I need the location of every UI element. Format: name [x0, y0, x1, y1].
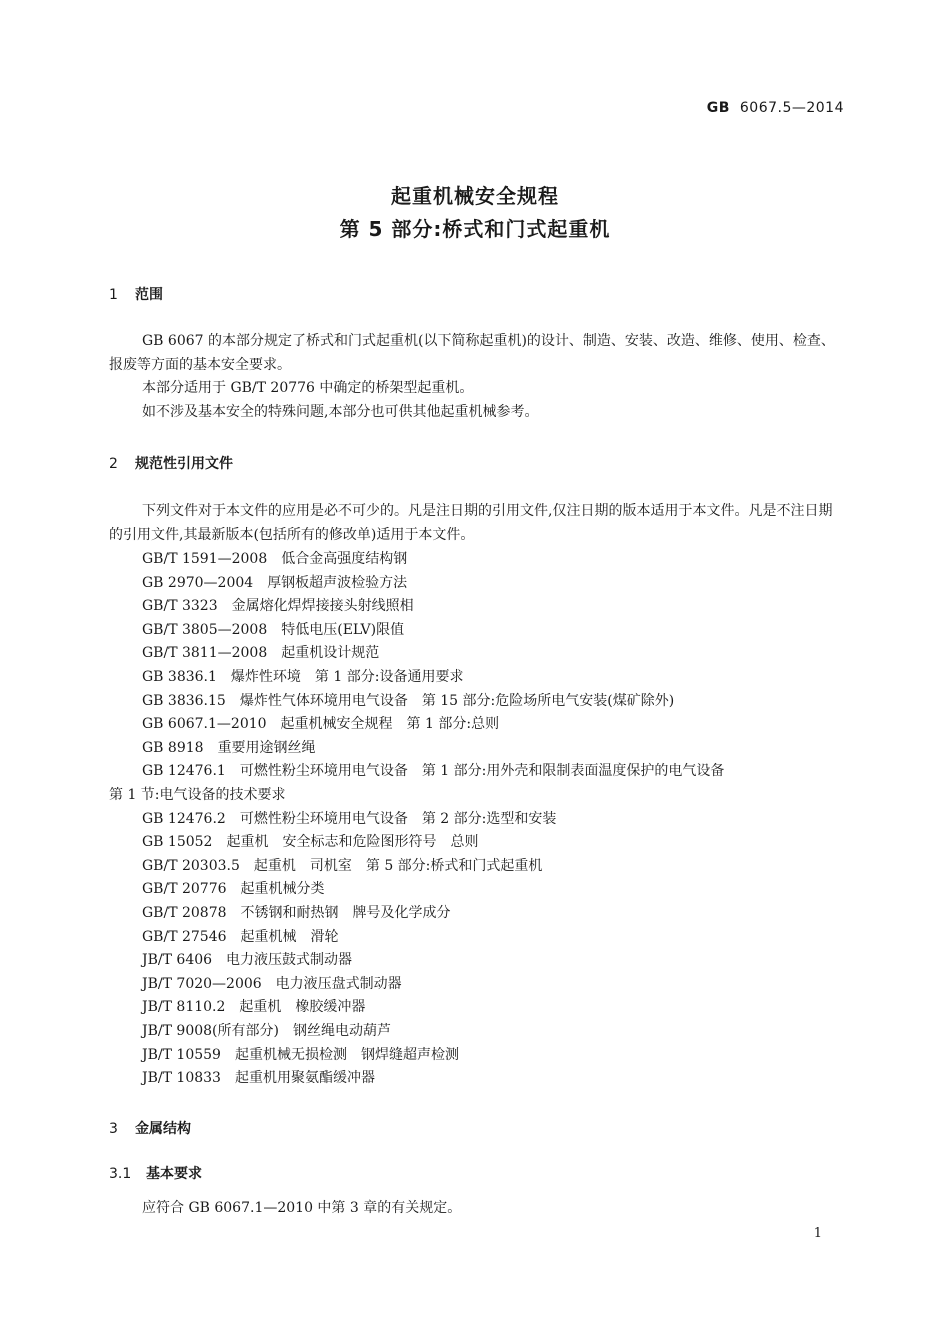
- reference-item: [142, 926, 339, 946]
- reference-title: 起重机设计规范: [281, 645, 380, 662]
- reference-title: 金属熔化焊焊接接头射线照相: [231, 598, 414, 615]
- reference-code: GB/T 3805—2008: [142, 621, 268, 638]
- reference-title: 钢丝绳电动葫芦: [292, 1023, 391, 1039]
- reference-code: GB 15052: [142, 834, 213, 851]
- section-title: 基本要求: [146, 1166, 202, 1182]
- reference-code: GB 8918: [142, 739, 204, 756]
- reference-title: 起重机械分类: [240, 881, 325, 898]
- section-2-intro: 下列文件对于本文件的应用是必不可少的。凡是注日期的引用文件,仅注日期的版本适用于本文件。凡是不注日期的引用文件,其最新版本(包括所有的修改单)适用于本文件。: [109, 503, 833, 543]
- reference-code: GB 2970—2004: [142, 574, 254, 591]
- section-number: 3.1: [109, 1166, 132, 1182]
- reference-title: 起重机用聚氨酯缓冲器: [234, 1070, 375, 1087]
- reference-item: [142, 713, 499, 733]
- reference-item: [142, 831, 478, 851]
- reference-item: [142, 690, 674, 710]
- reference-code: JB/T 9008(所有部分): [142, 1023, 279, 1039]
- reference-item: [142, 595, 414, 615]
- reference-title: 可燃性粉尘环境用电气设备 第 1 部分:用外壳和限制表面温度保护的电气设备: [239, 763, 725, 780]
- reference-title: 爆炸性环境 第 1 部分:设备通用要求: [230, 669, 464, 685]
- reference-item: [142, 1020, 391, 1040]
- reference-code: GB/T 3811—2008: [142, 645, 268, 662]
- reference-code: GB/T 20776: [142, 881, 227, 898]
- reference-item: [142, 996, 365, 1016]
- standard-code: [707, 100, 844, 116]
- reference-code: GB 12476.1: [142, 763, 226, 780]
- document-title: 起重机械安全规程: [391, 184, 559, 208]
- reference-title: 特低电压(ELV)限值: [281, 621, 405, 638]
- reference-code: JB/T 8110.2: [142, 999, 226, 1016]
- reference-code: JB/T 6406: [142, 952, 213, 969]
- reference-title: 电力液压盘式制动器: [275, 975, 402, 992]
- reference-item: [142, 973, 402, 993]
- reference-title: 厚钢板超声波检验方法: [267, 574, 408, 591]
- reference-title: 起重机械无损检测 钢焊缝超声检测: [234, 1046, 459, 1063]
- reference-item: [142, 666, 463, 686]
- section-3-1-heading: [109, 1163, 202, 1183]
- page-number: 1: [813, 1226, 822, 1241]
- reference-code: GB/T 20878: [142, 905, 227, 921]
- reference-title: 重要用途钢丝绳: [217, 739, 316, 756]
- section-3-heading: [109, 1118, 191, 1138]
- reference-title: 低合金高强度结构钢: [281, 551, 408, 567]
- reference-item: [142, 642, 379, 662]
- reference-code: GB 3836.1: [142, 669, 217, 685]
- standard-number: 6067.5—2014: [739, 100, 844, 116]
- reference-code: GB/T 1591—2008: [142, 551, 268, 567]
- standard-prefix: GB: [706, 100, 730, 116]
- reference-continuation: 第 1 节:电气设备的技术要求: [109, 787, 286, 803]
- reference-title: 可燃性粉尘环境用电气设备 第 2 部分:选型和安装: [239, 810, 557, 827]
- reference-code: JB/T 7020—2006: [142, 975, 262, 992]
- reference-item: [142, 572, 407, 592]
- section-1-heading: [109, 284, 163, 304]
- reference-title: 起重机 司机室 第 5 部分:桥式和门式起重机: [253, 857, 543, 874]
- section-3-1-paragraph: 应符合 GB 6067.1—2010 中第 3 章的有关规定。: [142, 1200, 462, 1216]
- document-subtitle: 第 5 部分:桥式和门式起重机: [339, 217, 611, 241]
- reference-item: [142, 808, 556, 828]
- reference-item: [142, 902, 451, 922]
- reference-item: [142, 949, 352, 969]
- reference-code: GB/T 20303.5: [142, 857, 240, 874]
- section-1-paragraph: 本部分适用于 GB/T 20776 中确定的桥架型起重机。: [142, 380, 474, 396]
- reference-title: 起重机械安全规程 第 1 部分:总则: [280, 716, 500, 733]
- reference-title: 起重机 安全标志和危险图形符号 总则: [226, 834, 479, 851]
- reference-code: GB 3836.15: [142, 692, 226, 709]
- reference-title: 起重机械 滑轮: [240, 928, 339, 945]
- reference-title: 不锈钢和耐热钢 牌号及化学成分: [240, 905, 451, 921]
- section-number: 2: [109, 456, 118, 472]
- reference-code: GB 12476.2: [142, 810, 226, 827]
- section-title: 金属结构: [135, 1121, 191, 1137]
- reference-item: [142, 878, 325, 898]
- section-title: 规范性引用文件: [135, 456, 233, 472]
- section-number: 1: [109, 287, 118, 303]
- section-title: 范围: [135, 287, 163, 303]
- reference-title: 爆炸性气体环境用电气设备 第 15 部分:危险场所电气安装(煤矿除外): [239, 692, 675, 709]
- section-1-paragraph: 如不涉及基本安全的特殊问题,本部分也可供其他起重机械参考。: [142, 404, 539, 420]
- reference-item: [142, 548, 407, 568]
- reference-item: [142, 737, 316, 757]
- reference-code: JB/T 10833: [142, 1070, 221, 1087]
- reference-item: [142, 1067, 375, 1087]
- section-2-heading: [109, 453, 233, 473]
- reference-code: GB 6067.1—2010: [142, 716, 267, 733]
- section-number: 3: [109, 1121, 118, 1137]
- reference-item: [142, 760, 724, 780]
- reference-title: 电力液压鼓式制动器: [226, 952, 353, 969]
- reference-code: JB/T 10559: [142, 1046, 221, 1063]
- reference-item: [142, 1044, 459, 1064]
- reference-title: 起重机 橡胶缓冲器: [239, 999, 366, 1016]
- section-1-paragraph: GB 6067 的本部分规定了桥式和门式起重机(以下简称起重机)的设计、制造、安装、改造、维修、使用、检查、报废等方面的基本安全要求。: [109, 333, 835, 373]
- reference-item: [142, 855, 542, 875]
- reference-code: GB/T 3323: [142, 598, 218, 615]
- reference-code: GB/T 27546: [142, 928, 227, 945]
- reference-item: [142, 619, 404, 639]
